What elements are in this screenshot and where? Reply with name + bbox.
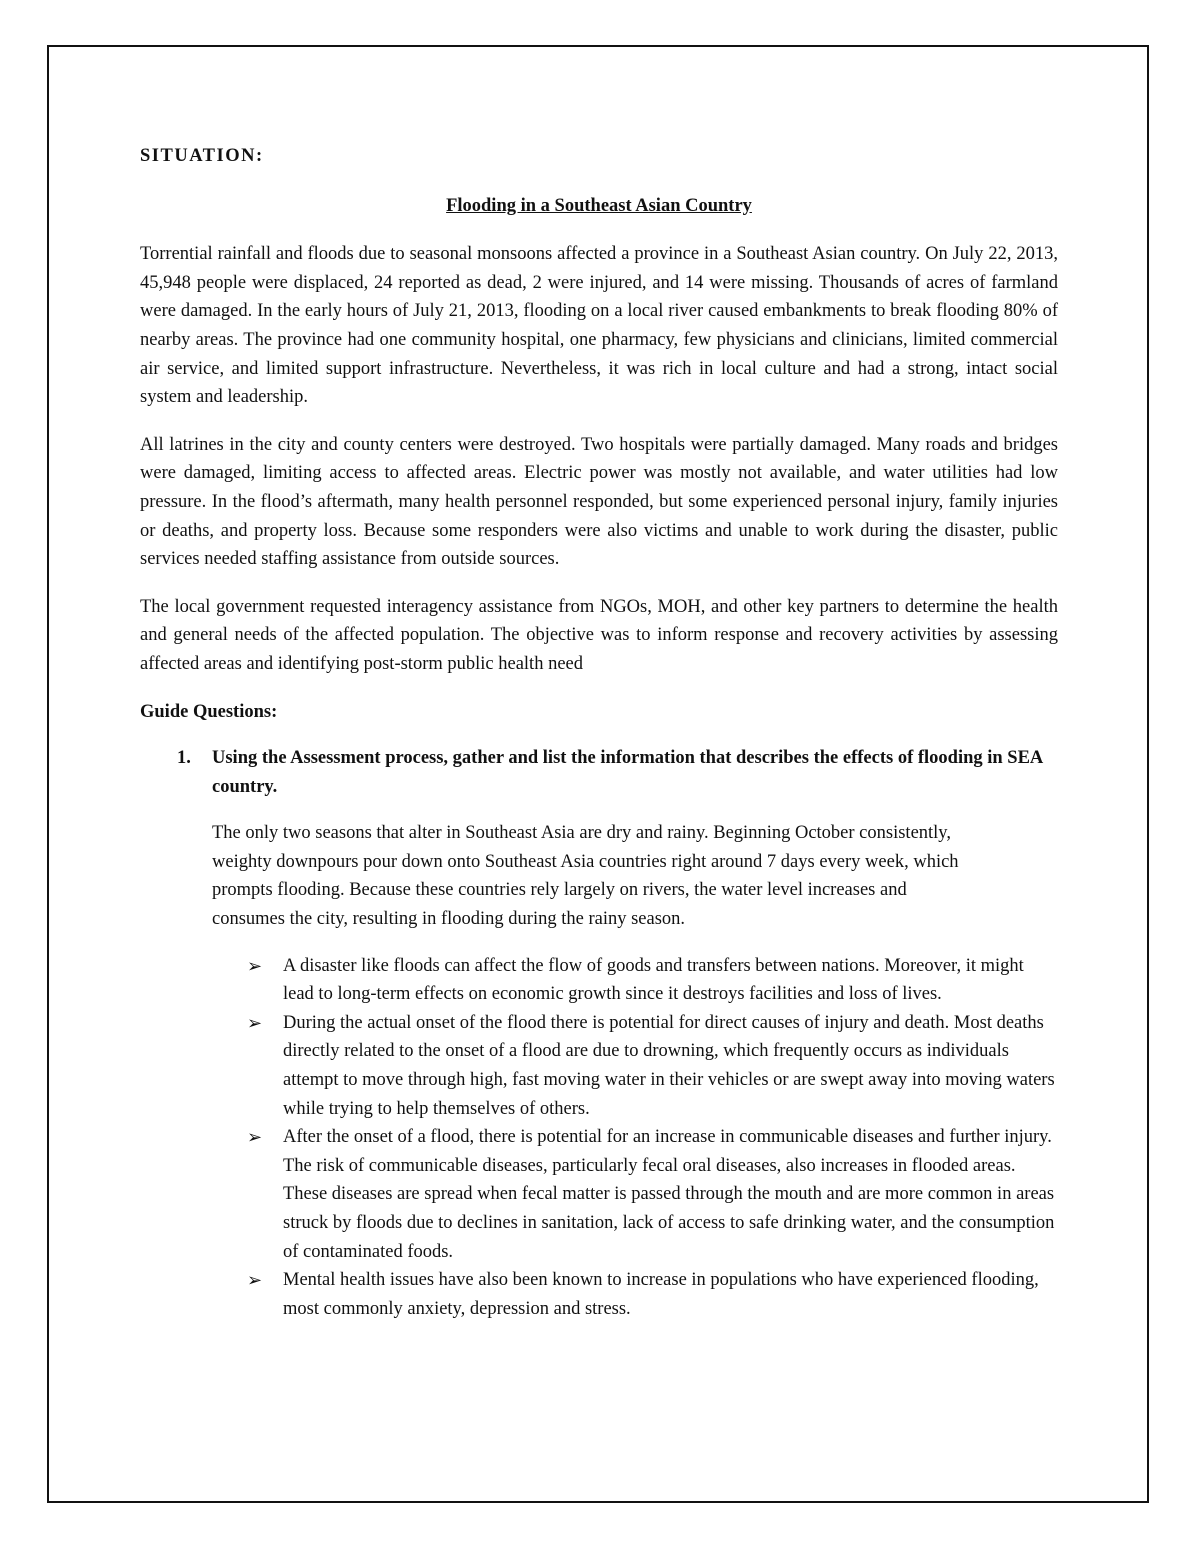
- document-title: Flooding in a Southeast Asian Country: [446, 195, 752, 216]
- paragraph-request: The local government requested interagency assistance from NGOs, MOH, and other key partners to determine the health and general needs of the affected population. The objective was to inform response and recovery activities by assessing affected areas and identifying post-storm public health need: [140, 596, 1058, 674]
- situation-heading: SITUATION:: [140, 146, 264, 166]
- guide-questions-heading: Guide Questions:: [140, 701, 278, 722]
- list-item: [247, 1123, 1058, 1266]
- arrow-bullet-icon: ➢: [247, 1012, 263, 1033]
- arrow-bullet-icon: ➢: [247, 1270, 263, 1291]
- list-item: [247, 952, 1058, 1009]
- list-item: [247, 1266, 1058, 1323]
- question-text: Using the Assessment process, gather and list the information that describes the effects of flooding in SEA country.: [212, 748, 1043, 797]
- bullet-text: A disaster like floods can affect the flow of goods and transfers between nations. Moreover, it might lead to long-term effects on economic growth since it destroys facilities and loss of lives.: [283, 955, 1024, 1005]
- paragraph-situation: Torrential rainfall and floods due to seasonal monsoons affected a province in a Southeast Asian country. On July 22, 2013, 45,948 people were displaced, 24 reported as dead, 2 were injured, and 14 were missing. Thousands of acres of farmland were damaged. In the early hours of July 21, 2013, flooding on a local river caused embankments to break flooding 80% of nearby areas. The province had one community hospital, one pharmacy, few physicians and clinicians, limited commercial air service, and limited support infrastructure. Nevertheless, it was rich in local culture and had a strong, intact social system and leadership.: [140, 244, 1058, 408]
- arrow-bullet-icon: ➢: [247, 1127, 263, 1148]
- question-item: [177, 744, 1058, 801]
- document-body: [140, 142, 1058, 1323]
- bullet-text: During the actual onset of the flood there is potential for direct causes of injury and death. Most deaths directly related to the onset of a flood are due to drowning, which frequently occurs as individuals attempt to move through high, fast moving water in their vehicles or are swept away into moving waters while trying to help themselves of others.: [283, 1012, 1055, 1119]
- arrow-bullet-icon: ➢: [247, 955, 263, 976]
- bullet-list: [247, 952, 1058, 1324]
- bullet-text: After the onset of a flood, there is potential for an increase in communicable diseases and further injury. The risk of communicable diseases, particularly fecal oral diseases, also increases in flooded areas. These diseases are spread when fecal matter is passed through the mouth and are more common in areas struck by floods due to declines in sanitation, lack of access to safe drinking water, and the consumption of contaminated foods.: [283, 1127, 1055, 1262]
- list-item: [247, 1009, 1058, 1123]
- question-number: 1.: [177, 748, 191, 769]
- paragraph-damage: All latrines in the city and county centers were destroyed. Two hospitals were partially damaged. Many roads and bridges were damaged, limiting access to affected areas. Electric power was mostly not available, and water utilities had low pressure. In the flood’s aftermath, many health personnel responded, but some experienced personal injury, family injuries or deaths, and property loss. Because some responders were also victims and unable to work during the disaster, public services needed staffing assistance from outside sources.: [140, 434, 1058, 570]
- bullet-text: Mental health issues have also been known to increase in populations who have experienced flooding, most commonly anxiety, depression and stress.: [283, 1270, 1039, 1319]
- answer-paragraph: The only two seasons that alter in Southeast Asia are dry and rainy. Beginning October consistently, weighty downpours pour down onto Southeast Asia countries right around 7 days every week, which prompts flooding. Because these countries rely largely on rivers, the water level increases and consumes the city, resulting in flooding during the rainy season.: [212, 823, 959, 930]
